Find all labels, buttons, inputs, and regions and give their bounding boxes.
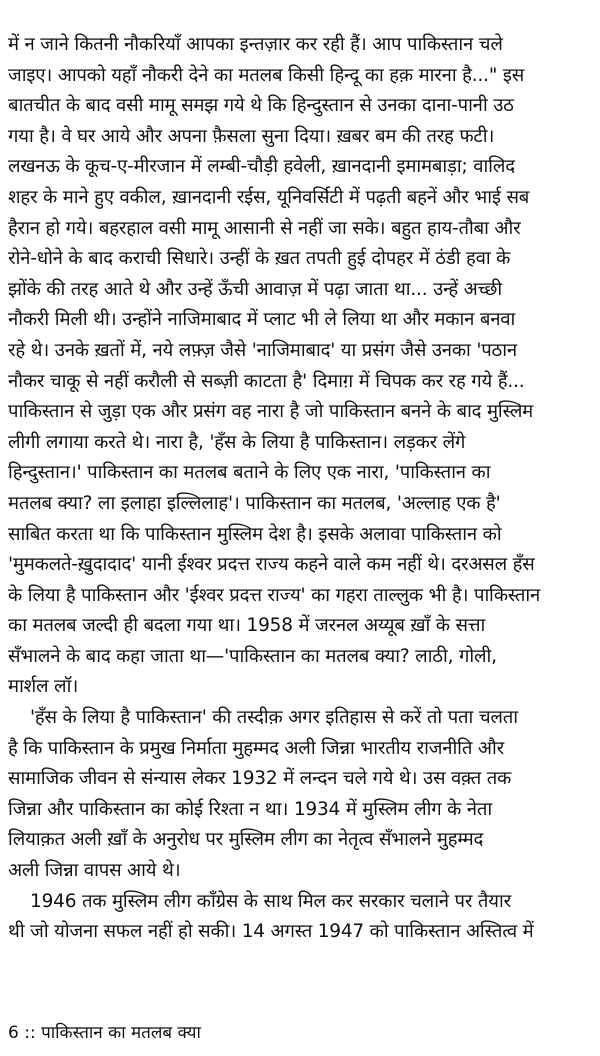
text-line: थी जो योजना सफल नहीं हो सकी। 14 अगस्त 1947 को पाकिस्तान अस्तित्व में bbox=[8, 921, 534, 943]
text-line: के लिया है पाकिस्तान और 'ईश्वर प्रदत्त राज्य' का गहरा ताल्लुक भी है। पाकिस्तान bbox=[8, 584, 541, 606]
text-line: हिन्दुस्तान।' पाकिस्तान का मतलब बताने के लिए एक नारा, 'पाकिस्तान का bbox=[8, 462, 491, 484]
text-line: रहे थे। उनके ख़तों में, नये लफ़्ज़ जैसे 'नाजिमाबाद' या प्रसंग जैसे उनका 'पठान bbox=[8, 339, 517, 361]
text-line: सामाजिक जीवन से संन्यास लेकर 1932 में लन्दन चले गये थे। उस वक़्त तक bbox=[8, 768, 512, 790]
text-line: जिन्ना और पाकिस्तान का कोई रिश्ता न था। 1934 में मुस्लिम लीग के नेता bbox=[8, 798, 492, 820]
text-line: का मतलब जल्दी ही बदला गया था। 1958 में जरनल अय्यूब ख़ाँ के सत्ता bbox=[8, 615, 486, 637]
text-line: सँभालने के बाद कहा जाता था—'पाकिस्तान का मतलब क्या? लाठी, गोली, bbox=[8, 645, 497, 667]
text-line: लियाक़त अली ख़ाँ के अनुरोध पर मुस्लिम लीग का नेतृत्व सँभालने मुहम्मद bbox=[8, 829, 484, 851]
text-line: नौकरी मिली थी। उन्होंने नाजिमाबाद में प्लाट भी ले लिया था और मकान बनवा bbox=[8, 309, 516, 331]
text-line: गया है। वे घर आये और अपना फ़ैसला सुना दिया। ख़बर बम की तरह फटी। bbox=[8, 125, 495, 147]
text-line: हैरान हो गये। बहरहाल वसी मामू आसानी से नहीं जा सके। बहुत हाय-तौबा और bbox=[8, 217, 521, 239]
text-line: अली जिन्ना वापस आये थे। bbox=[8, 860, 181, 882]
text-line: लखनऊ के कूच-ए-मीरजान में लम्बी-चौड़ी हवेली, ख़ानदानी इमामबाड़ा; वालिद bbox=[8, 156, 515, 178]
text-line: रोने-धोने के बाद कराची सिधारे। उन्हीं के ख़त तपती हुई दोपहर में ठंडी हवा के bbox=[8, 248, 511, 270]
text-line: है कि पाकिस्तान के प्रमुख निर्माता मुहम्मद अली जिन्ना भारतीय राजनीति और bbox=[8, 737, 505, 759]
text-line: जाइए। आपको यहाँ नौकरी देने का मतलब किसी हिन्दू का हक़ मारना है..." इस bbox=[8, 64, 525, 86]
text-line: साबित करता था कि पाकिस्तान मुस्लिम देश है। इसके अलावा पाकिस्तान को bbox=[8, 523, 502, 545]
text-line: 'मुमकलते-ख़ुदादाद' यानी ईश्वर प्रदत्त राज्य कहने वाले कम नहीं थे। दरअसल हँस bbox=[8, 554, 535, 576]
paragraph-start-line: 'हँस के लिया है पाकिस्तान' की तस्दीक़ अगर इतिहास से करें तो पता चलता bbox=[30, 707, 518, 729]
text-line: लीगी लगाया करते थे। नारा है, 'हँस के लिया है पाकिस्तान। लड़कर लेंगे bbox=[8, 431, 466, 453]
text-line: बातचीत के बाद वसी मामू समझ गये थे कि हिन्दुस्तान से उनका दाना-पानी उठ bbox=[8, 95, 514, 117]
text-line: झोंके की तरह आते थे और उन्हें ऊँची आवाज़ में पढ़ा जाता था... उन्हें अच्छी bbox=[8, 278, 502, 300]
text-line: में न जाने कितनी नौकरियाँ आपका इन्तज़ार कर रही हैं। आप पाकिस्तान चले bbox=[8, 34, 503, 55]
text-line: नौकर चाकू से नहीं करौली से सब्ज़ी काटता है' दिमाग़ में चिपक कर रह गये हैं... bbox=[8, 370, 525, 392]
page-footer: 6 :: पाकिस्तान का मतलब क्या bbox=[8, 1023, 201, 1043]
text-line: शहर के माने हुए वकील, ख़ानदानी रईस, यूनिवर्सिटी में पढ़ती बहनें और भाई सब bbox=[8, 186, 530, 208]
paragraph-start-line: 1946 तक मुस्लिम लीग काँग्रेस के साथ मिल कर सरकार चलाने पर तैयार bbox=[30, 890, 511, 912]
text-line: मार्शल लॉ। bbox=[8, 676, 79, 698]
text-line: मतलब क्या? ला इलाहा इल्लिलाह'। पाकिस्तान का मतलब, 'अल्लाह एक है' bbox=[8, 492, 501, 514]
body-text bbox=[8, 30, 592, 948]
text-line: पाकिस्तान से जुड़ा एक और प्रसंग वह नारा है जो पाकिस्तान बनने के बाद मुस्लिम bbox=[8, 401, 534, 423]
